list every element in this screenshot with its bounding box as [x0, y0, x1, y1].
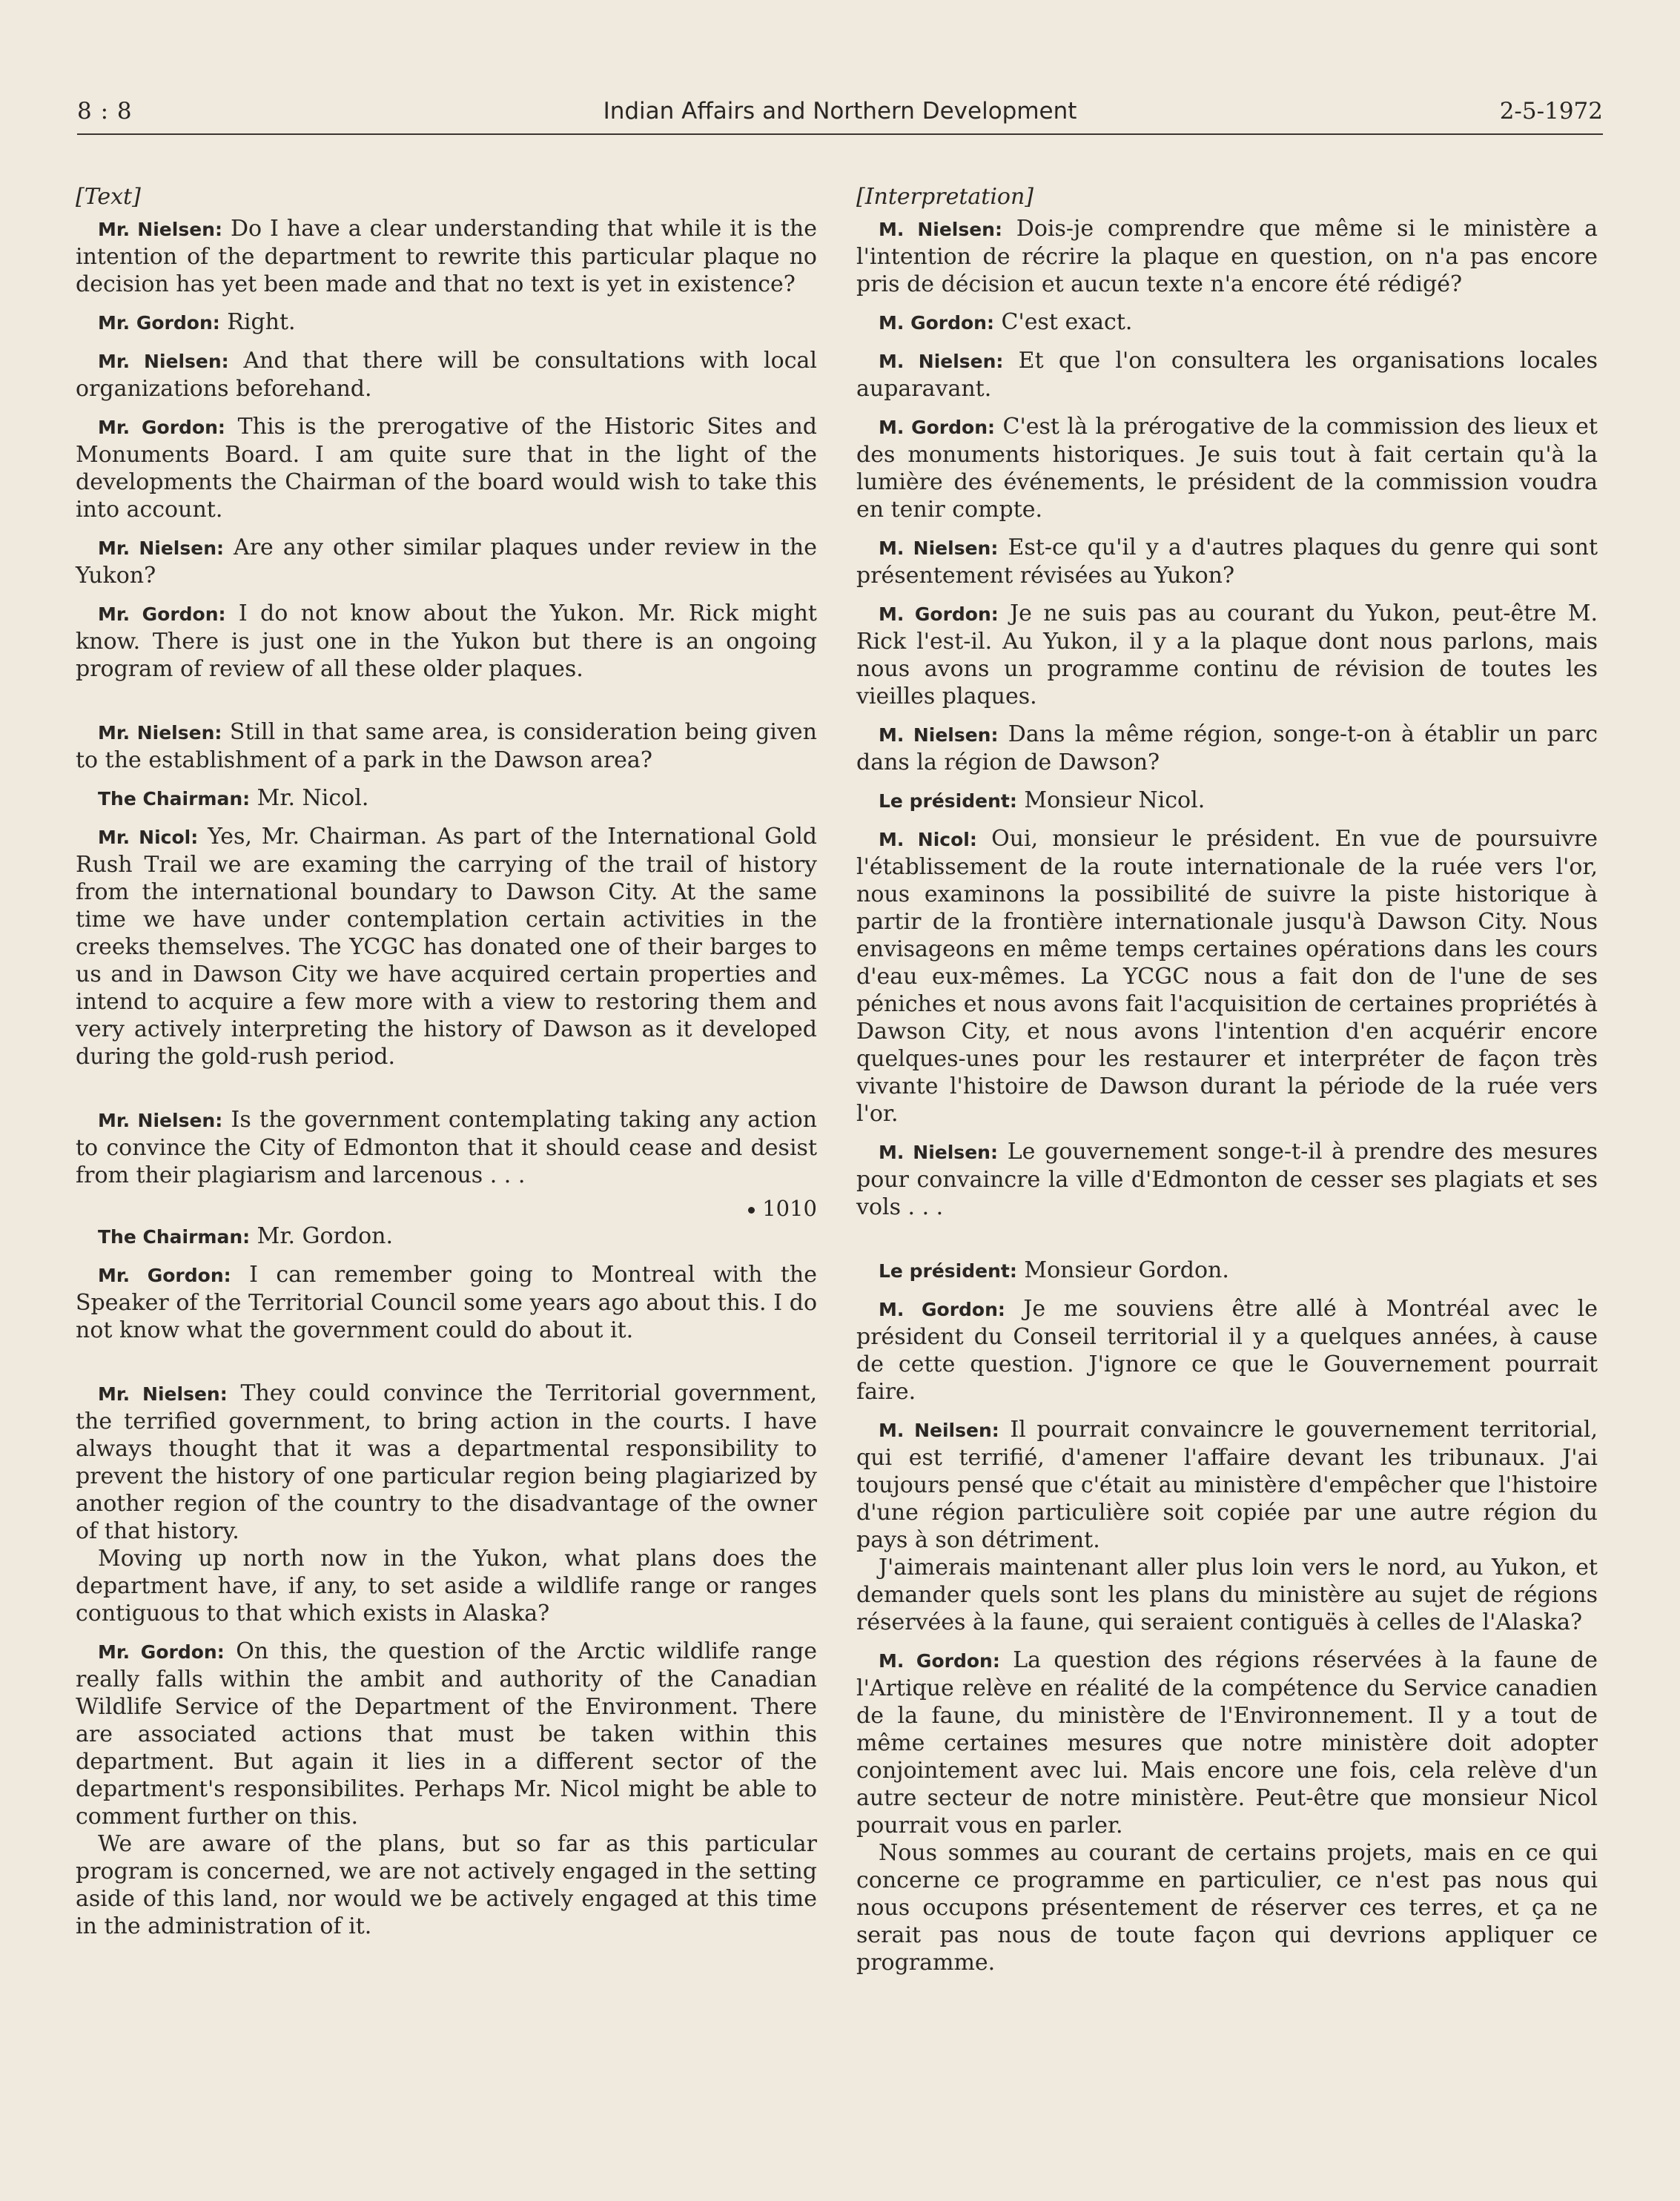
- speaker-name: M. Nielsen:: [879, 724, 999, 746]
- speaker-name: Mr. Gordon:: [98, 417, 225, 438]
- transcript-paragraph: [856, 347, 1598, 403]
- french-column: [856, 183, 1598, 1987]
- speaker-name: M. Nielsen:: [879, 537, 999, 559]
- speech-text: On this, the question of the Arctic wildlife range really falls within the ambit and authority of the Canadian Wildlife Service of the Department of the Environment. There are associated actions that must be taken within this department. But again it lies in a different sector of the department's responsibilites. Perhaps Mr. Nicol might be able to comment further on this.: [76, 1638, 818, 1830]
- transcript-paragraph: [856, 308, 1598, 337]
- speech-text: Still in that same area, is consideration being given to the establishment of a park in the Dawson area?: [76, 719, 817, 773]
- speech-text: Monsieur Nicol.: [1016, 787, 1206, 813]
- page-number: 8 : 8: [77, 98, 133, 125]
- speech-text: Moving up north now in the Yukon, what plans does the department have, if any, to set aside a wildlife range or ranges contiguous to that which exists in Alaska?: [76, 1546, 817, 1626]
- transcript-paragraph: [76, 1638, 817, 1830]
- speech-text: Is the government contemplating taking any action to convince the City of Edmonton that it should cease and desist from their plagiarism and larcenous . . .: [76, 1107, 817, 1188]
- speech-text: I can remember going to Montreal with the Speaker of the Territorial Council some years ago about this. I do not know what the government could do about it.: [76, 1262, 817, 1343]
- speech-text: Do I have a clear understanding that while it is the intention of the department to rewrite this particular plaque no decision has yet been made and that no text is yet in existence?: [76, 216, 817, 297]
- time-marker-text: 1010: [762, 1196, 817, 1221]
- transcript-paragraph: [856, 534, 1598, 589]
- speaker-name: Mr. Nielsen:: [98, 351, 229, 372]
- transcript-paragraph: [856, 1257, 1598, 1285]
- page-header: [77, 98, 1603, 135]
- speaker-name: M. Nielsen:: [879, 1142, 998, 1163]
- transcript-paragraph: [856, 825, 1598, 1128]
- speaker-name: M. Nielsen:: [879, 219, 1002, 240]
- speech-text: They could convince the Territorial government, the terrified government, to bring action in the courts. I have always thought that it was a departmental responsibility to prevent the history of one particular region being plagiarized by another region of the country to the disadvantage of the owner of that history.: [76, 1380, 817, 1544]
- speech-text: And that there will be consultations with local organizations beforehand.: [76, 348, 817, 402]
- transcript-paragraph: [856, 413, 1598, 523]
- speech-text: J'aimerais maintenant aller plus loin vers le nord, au Yukon, et demander quels sont les plans du ministère au sujet de régions réservées à la faune, qui seraient contiguës à celles de l'Alaska?: [856, 1555, 1598, 1635]
- speaker-name: M. Neilsen:: [879, 1420, 999, 1441]
- transcript-paragraph: [76, 308, 817, 337]
- speaker-name: M. Nielsen:: [879, 351, 1004, 372]
- speaker-name: M. Gordon:: [879, 417, 995, 438]
- speaker-name: Le président:: [879, 790, 1017, 812]
- transcript-paragraph: [76, 784, 817, 812]
- transcript-paragraph: [76, 1830, 817, 1940]
- speech-text: C'est là la prérogative de la commission des lieux et des monuments historiques. Je suis tout à fait certain qu'à la lumière des événements, le président de la commission voudra en tenir compte.: [856, 414, 1598, 523]
- speech-text: Are any other similar plaques under review in the Yukon?: [76, 534, 818, 589]
- bullet-icon: [748, 1207, 755, 1214]
- speaker-name: Le président:: [879, 1260, 1017, 1282]
- section-label: [Interpretation]: [856, 184, 1034, 210]
- transcript-paragraph: [856, 600, 1598, 710]
- transcript-paragraph: [76, 600, 817, 683]
- time-marker: [76, 1195, 817, 1222]
- transcript-paragraph: [76, 1222, 817, 1251]
- transcript-paragraph: [76, 1106, 817, 1189]
- speech-text: Dans la même région, songe-t-on à établir un parc dans la région de Dawson?: [856, 721, 1598, 775]
- speaker-name: M. Gordon:: [879, 603, 999, 625]
- speech-text: C'est exact.: [993, 309, 1133, 335]
- speaker-name: Mr. Nielsen:: [98, 537, 224, 559]
- speech-text: Il pourrait convaincre le gouvernement territorial, qui est terrifié, d'amener l'affaire devant les tribunaux. J'ai toujours pensé que c'était au ministère d'empêcher que l'histoire d'une région particulière soit copiée par une autre région du pays à son détriment.: [856, 1417, 1598, 1553]
- transcript-paragraph: [856, 1138, 1598, 1221]
- speech-text: Est-ce qu'il y a d'autres plaques du genre qui sont présentement révisées au Yukon?: [856, 534, 1598, 589]
- transcript-paragraph: [76, 413, 817, 523]
- speaker-name: Mr. Gordon:: [98, 312, 220, 334]
- speech-text: Nous sommes au courant de certains projets, mais en ce qui concerne ce programme en particulier, ce n'est pas nous qui nous occupons présentement de réserver ces terres, et ça ne serait pas nous de toute façon qui devrions appliquer ce programme.: [856, 1840, 1598, 1976]
- speech-text: This is the prerogative of the Historic Sites and Monuments Board. I am quite sure that in the light of the developments the Chairman of the board would wish to take this into account.: [76, 414, 818, 523]
- speaker-name: Mr. Nicol:: [98, 827, 199, 848]
- speaker-name: The Chairman:: [98, 788, 251, 810]
- speech-text: Je ne suis pas au courant du Yukon, peut-être M. Rick l'est-il. Au Yukon, il y a la plaque dont nous parlons, mais nous avons un programme continu de révision de toutes les vieilles plaques.: [856, 600, 1598, 709]
- transcript-paragraph: [856, 1416, 1598, 1554]
- speaker-name: Mr. Gordon:: [98, 603, 226, 625]
- transcript-paragraph: [76, 215, 817, 298]
- speaker-name: M. Gordon:: [879, 1650, 1000, 1672]
- transcript-paragraph: [76, 534, 817, 589]
- speaker-name: The Chairman:: [98, 1226, 251, 1248]
- section-label: [Text]: [76, 184, 141, 210]
- speaker-name: M. Gordon:: [879, 312, 994, 334]
- speaker-name: M. Nicol:: [879, 829, 977, 850]
- speaker-name: Mr. Gordon:: [98, 1641, 225, 1663]
- speech-text: Monsieur Gordon.: [1016, 1257, 1229, 1283]
- speech-text: Right.: [219, 309, 296, 335]
- english-column: [76, 183, 817, 1950]
- transcript-paragraph: [856, 1646, 1598, 1839]
- transcript-paragraph: [76, 823, 817, 1070]
- transcript-paragraph: [856, 1554, 1598, 1636]
- speaker-name: Mr. Nielsen:: [98, 1383, 228, 1405]
- transcript-paragraph: [856, 1295, 1598, 1406]
- transcript-paragraph: [76, 1380, 817, 1545]
- transcript-paragraph: [76, 347, 817, 403]
- speech-text: I do not know about the Yukon. Mr. Rick might know. There is just one in the Yukon but there is an ongoing program of review of all these older plaques.: [76, 600, 817, 682]
- speech-text: Je me souviens être allé à Montréal avec le président du Conseil territorial il y a quelques années, à cause de cette question. J'ignore ce que le Gouvernement pourrait faire.: [856, 1296, 1598, 1405]
- speech-text: Dois-je comprendre que même si le ministère a l'intention de récrire la plaque en question, on n'a pas encore pris de décision et aucun texte n'a encore été rédigé?: [856, 216, 1598, 297]
- speech-text: Mr. Nicol.: [250, 785, 369, 811]
- speech-text: Mr. Gordon.: [250, 1223, 394, 1249]
- speech-text: Yes, Mr. Chairman. As part of the International Gold Rush Trail we are examing the carrying of the trail of history from the international boundary to Dawson City. At the same time we have under contemplation certain activities in the creeks themselves. The YCGC has donated one of their barges to us and in Dawson City we have acquired certain properties and intend to acquire a few more with a view to restoring them and very actively interpreting the history of Dawson as it developed during the gold-rush period.: [76, 824, 817, 1070]
- running-title: Indian Affairs and Northern Development: [603, 98, 1077, 125]
- page-date: 2-5-1972: [1499, 98, 1603, 125]
- speaker-name: Mr. Nielsen:: [98, 219, 222, 240]
- speech-text: We are aware of the plans, but so far as this particular program is concerned, we are not actively engaged in the setting aside of this land, nor would we be actively engaged at this time in the administration of it.: [76, 1831, 817, 1939]
- transcript-paragraph: [856, 1839, 1598, 1976]
- transcript-paragraph: [76, 1545, 817, 1627]
- speech-text: La question des régions réservées à la faune de l'Artique relève en réalité de la compétence du Service canadien de la faune, du ministère de l'Environnement. Il y a tout de même certaines mesures que notre ministère doit adopter conjointement avec lui. Mais encore une fois, cela relève d'un autre secteur de notre ministère. Peut-être que monsieur Nicol pourrait vous en parler.: [856, 1647, 1598, 1838]
- speech-text: Oui, monsieur le président. En vue de poursuivre l'établissement de la route internationale de la ruée vers l'or, nous examinons la possibilité de suivre la piste historique à partir de la frontière internationale jusqu'à Dawson City. Nous envisageons en même temps certaines opérations dans les cours d'eau eux-mêmes. La YCGC nous a fait don de l'une de ses péniches et nous avons fait l'acquisition de certaines propriétés à Dawson City, et nous avons l'intention d'en acquérir encore quelques-unes pour les restaurer et interpréter de façon très vivante l'histoire de Dawson durant la période de la ruée vers l'or.: [856, 826, 1598, 1127]
- transcript-paragraph: [76, 718, 817, 774]
- speaker-name: M. Gordon:: [879, 1299, 1005, 1320]
- speech-text: Et que l'on consultera les organisations locales auparavant.: [856, 348, 1598, 402]
- transcript-paragraph: [856, 215, 1598, 298]
- transcript-paragraph: [76, 1261, 817, 1344]
- transcript-paragraph: [856, 721, 1598, 776]
- speaker-name: Mr. Gordon:: [98, 1265, 231, 1286]
- speech-text: Le gouvernement songe-t-il à prendre des mesures pour convaincre la ville d'Edmonton de cesser ses plagiats et ses vols . . .: [856, 1139, 1598, 1220]
- transcript-paragraph: [856, 787, 1598, 815]
- speaker-name: Mr. Nielsen:: [98, 722, 222, 744]
- speaker-name: Mr. Nielsen:: [98, 1110, 223, 1131]
